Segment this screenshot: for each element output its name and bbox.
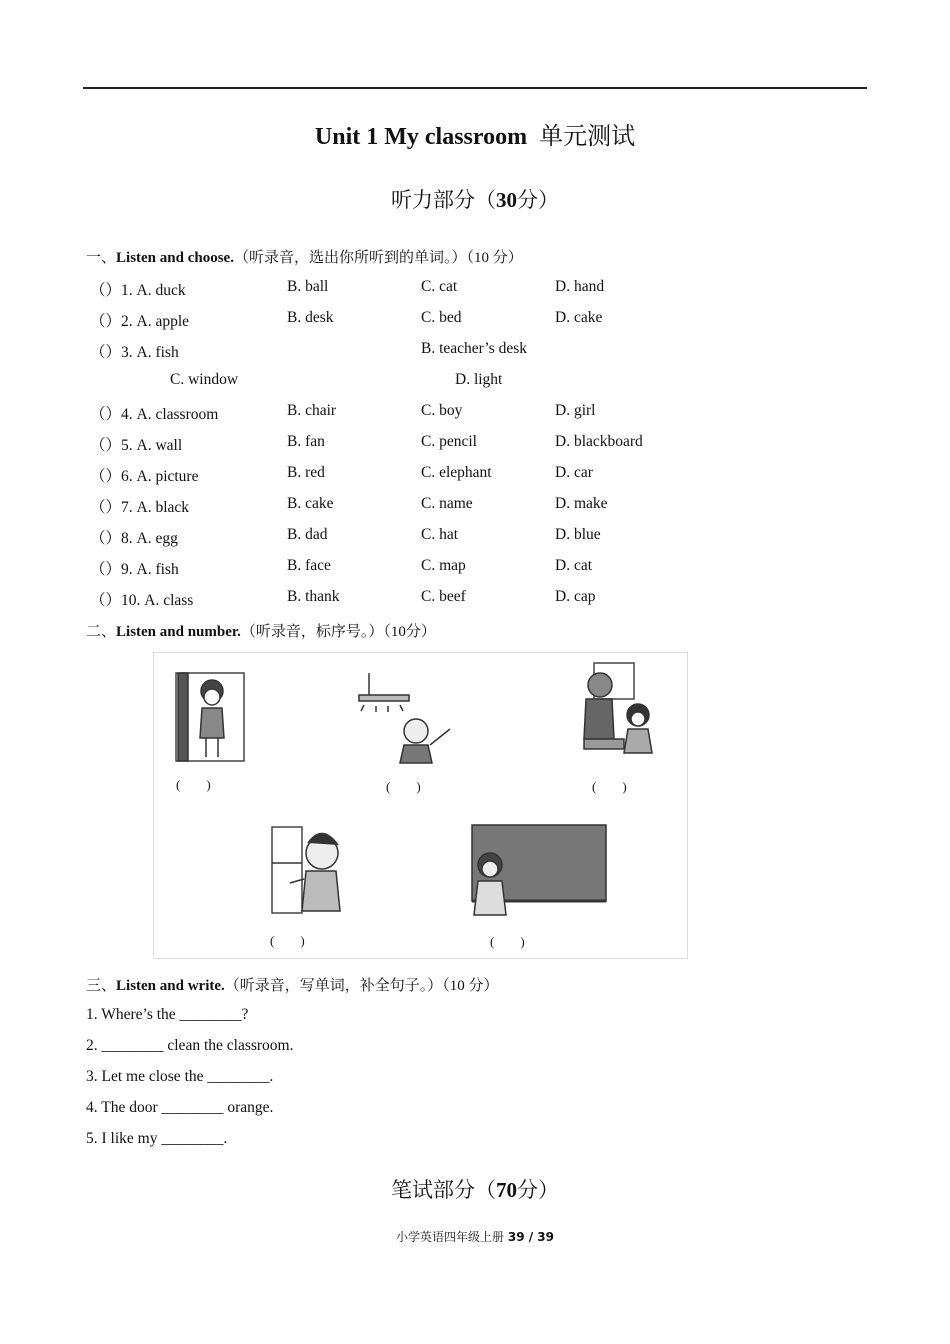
blank-4: ( ) (270, 933, 305, 948)
question-option: C. hat (421, 526, 459, 543)
question-option: C. window (170, 371, 239, 388)
listening-heading (0, 184, 950, 214)
question-option: C. map (421, 557, 466, 574)
question-row (0, 371, 950, 391)
part1-cn: （听录音，选出你所听到的单词。）（10 分） (233, 250, 523, 266)
blank-2: ( ) (386, 779, 421, 794)
top-rule (83, 87, 867, 89)
footer-page-number: 39 / 39 (507, 1230, 554, 1244)
write-line-3: 3. Let me close the ________. (86, 1068, 274, 1085)
question-option: B. chair (287, 402, 337, 419)
part3-en: Listen and write. (116, 978, 225, 994)
question-option: B. face (287, 557, 331, 574)
written-label: 笔试部分（ (391, 1178, 496, 1202)
listening-tail: 分） (517, 188, 559, 212)
written-heading (0, 1174, 950, 1204)
question-option: D. car (555, 464, 593, 481)
question-option: B. dad (287, 526, 328, 543)
question-row (0, 433, 950, 453)
part2-heading (86, 620, 436, 641)
write-line-5: 5. I like my ________. (86, 1130, 228, 1147)
question-option: C. beef (421, 588, 466, 605)
question-option: （）5. A. wall (90, 437, 183, 454)
question-option: B. desk (287, 309, 334, 326)
question-option: （）1. A. duck (90, 282, 186, 299)
question-row (0, 495, 950, 515)
question-row (0, 309, 950, 329)
question-option: D. blue (555, 526, 601, 543)
picture-boy-with-light (359, 673, 450, 763)
written-score: 70 (496, 1178, 517, 1202)
part3-num: 三、 (86, 978, 117, 994)
question-row (0, 588, 950, 608)
title-cn: 单元测试 (539, 124, 636, 150)
question-option: （）7. A. black (90, 499, 190, 516)
question-option: B. ball (287, 278, 329, 295)
question-row (0, 402, 950, 422)
question-option: D. cat (555, 557, 593, 574)
picture-girl-at-door (176, 673, 244, 761)
title-en: Unit 1 My classroom (314, 124, 528, 150)
question-option: C. pencil (421, 433, 477, 450)
write-line-4: 4. The door ________ orange. (86, 1099, 274, 1116)
picture-boy-and-girl (584, 663, 652, 753)
question-option: D. cap (555, 588, 596, 605)
classroom-pictures (154, 653, 687, 958)
question-option: B. cake (287, 495, 334, 512)
part1-num: 一、 (86, 250, 117, 266)
question-option: B. red (287, 464, 325, 481)
question-option: C. name (421, 495, 473, 512)
page-title (0, 116, 950, 151)
blank-3: ( ) (592, 779, 627, 794)
question-option: D. light (455, 371, 503, 388)
picture-girl-at-blackboard (472, 825, 606, 915)
question-row (0, 340, 950, 360)
part1-heading (86, 246, 523, 267)
part2-en: Listen and number. (116, 624, 241, 640)
question-option: D. blackboard (555, 433, 643, 450)
question-option: C. bed (421, 309, 462, 326)
question-option: （）9. A. fish (90, 561, 179, 578)
footer-text: 小学英语四年级上册 (396, 1230, 508, 1244)
question-option: D. make (555, 495, 608, 512)
picture-boy-cleaning-window (272, 827, 340, 913)
question-option: D. cake (555, 309, 603, 326)
part3-heading (86, 974, 499, 995)
question-option: （）4. A. classroom (90, 406, 219, 423)
blank-1: ( ) (176, 777, 211, 792)
question-option: C. cat (421, 278, 458, 295)
question-option: B. thank (287, 588, 340, 605)
blank-5: ( ) (490, 934, 525, 949)
question-row (0, 464, 950, 484)
question-option: D. girl (555, 402, 596, 419)
question-option: （）2. A. apple (90, 313, 190, 330)
listening-label: 听力部分（ (391, 188, 496, 212)
listen-number-illustration (153, 652, 688, 959)
question-option: B. fan (287, 433, 325, 450)
question-option: （）3. A. fish (90, 344, 179, 361)
part3-cn: （听录音，写单词，补全句子。）（10 分） (224, 978, 499, 994)
write-line-1: 1. Where’s the ________? (86, 1006, 249, 1023)
part2-cn: （听录音，标序号。）（10分） (240, 624, 436, 640)
write-line-2: 2. ________ clean the classroom. (86, 1037, 294, 1054)
question-option: （）8. A. egg (90, 530, 178, 547)
question-option: （）6. A. picture (90, 468, 199, 485)
question-option: D. hand (555, 278, 605, 295)
part1-en: Listen and choose. (116, 250, 234, 266)
question-row (0, 526, 950, 546)
question-option: C. elephant (421, 464, 492, 481)
page-footer (0, 1228, 950, 1245)
question-option: （）10. A. class (90, 592, 194, 609)
question-option: C. boy (421, 402, 463, 419)
part2-num: 二、 (86, 624, 117, 640)
question-row (0, 557, 950, 577)
listening-score: 30 (496, 188, 517, 212)
question-row (0, 278, 950, 298)
question-option: B. teacher’s desk (421, 340, 528, 357)
written-tail: 分） (517, 1178, 559, 1202)
